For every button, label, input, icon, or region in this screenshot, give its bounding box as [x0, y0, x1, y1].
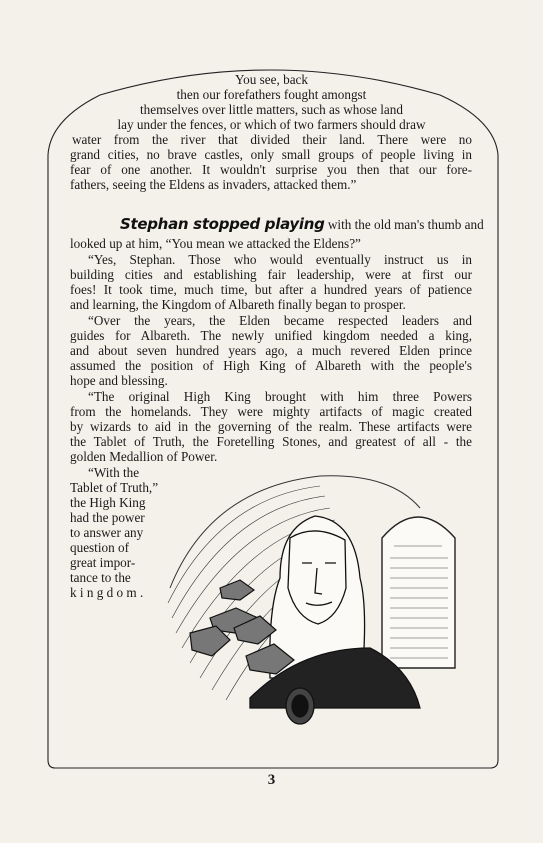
text-line: to answer any — [70, 525, 144, 540]
text-line: foes! It took time, much time, but after a hundred years of patience — [70, 282, 472, 297]
text-line: from the homelands. They were mighty artifacts of magic created — [70, 404, 472, 419]
decorative-lead-in: Stephan stopped playing — [120, 215, 325, 233]
tablet-of-truth — [382, 517, 455, 668]
text-line: with the old man's thumb and — [327, 217, 484, 232]
text-line: then our forefathers fought amongst — [176, 87, 367, 102]
text-line: Tablet of Truth,” — [70, 480, 159, 495]
text-line: “Over the years, the Elden became respected leaders and — [88, 313, 472, 328]
text-line: building cities and establishing fair leadership, were at first our — [70, 267, 472, 282]
high-king-illustration — [150, 468, 480, 748]
text-line: themselves over little matters, such as whose land — [140, 102, 403, 117]
text-line: “Yes, Stephan. Those who would eventually instruct us in — [88, 252, 472, 267]
text-line: and about seven hundred years ago, a much revered Elden prince — [70, 343, 472, 358]
text-line: fathers, seeing the Eldens as invaders, attacked them.” — [70, 177, 357, 192]
page-number: 3 — [267, 772, 276, 788]
text-line: by wizards to aid in the governing of the realm. These artifacts were — [70, 419, 472, 434]
text-line: golden Medallion of Power. — [70, 449, 218, 464]
text-line: grand cities, no brave castles, only small groups of people living in — [70, 147, 472, 162]
text-line: the High King — [70, 495, 146, 510]
text-line: and learning, the Kingdom of Albareth finally began to prosper. — [70, 297, 406, 312]
text-line: You see, back — [234, 72, 308, 87]
text-line: “The original High King brought with him three Powers — [88, 389, 472, 404]
text-line: “With the — [88, 465, 140, 480]
text-line: had the power — [70, 510, 145, 525]
text-line: tance to the — [70, 570, 131, 585]
text-line: fear of one another. It wouldn't surprise you then that our fore- — [70, 162, 472, 177]
text-line: lay under the fences, or which of two farmers should draw — [117, 117, 426, 132]
text-line: k i n g d o m . — [70, 585, 144, 600]
text-line: the Tablet of Truth, the Foretelling Stones, and greatest of all - the — [70, 434, 472, 449]
text-line: looked up at him, “You mean we attacked the Eldens?” — [70, 236, 361, 251]
text-line: question of — [70, 540, 129, 555]
text-line: hope and blessing. — [70, 373, 168, 388]
text-line: water from the river that divided their land. There were no — [72, 132, 472, 147]
text-line: great impor- — [70, 555, 136, 570]
text-line: guides for Albareth. The newly unified kingdom needed a king, — [70, 328, 472, 343]
text-line: assumed the position of High King of Albareth with the people's — [70, 358, 472, 373]
